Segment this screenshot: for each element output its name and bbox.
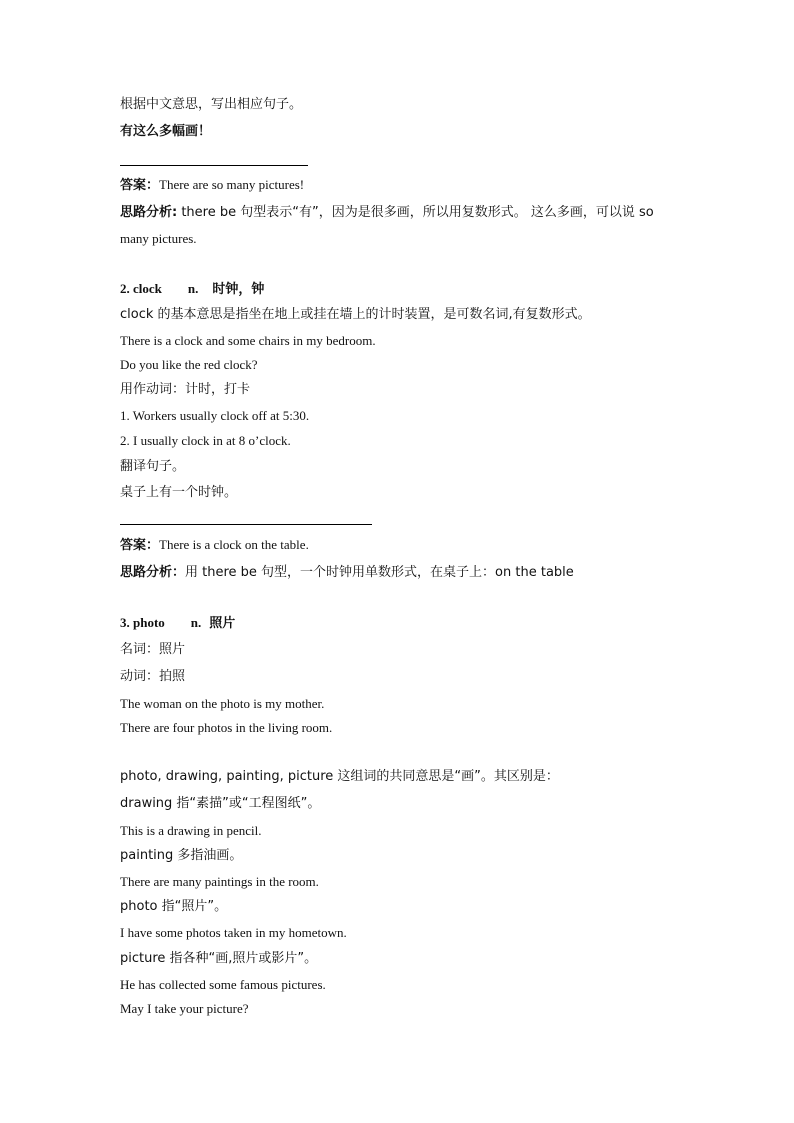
analysis-line — [120, 563, 574, 582]
answer-blank-line — [120, 165, 308, 166]
heading-meaning: 时钟，钟 — [212, 282, 265, 297]
example-sentence: Do you like the red clock? — [120, 357, 258, 372]
heading-pos: n. — [187, 281, 199, 296]
example-sentence: I have some photos taken in my hometown. — [120, 925, 347, 940]
exercise-prompt: 桌子上有一个时钟。 — [120, 485, 238, 500]
word-note: picture 指各种“画,照片或影片”。 — [120, 951, 318, 966]
clock-definition: clock 的基本意思是指坐在地上或挂在墙上的计时装置，是可数名词,有复数形式。 — [120, 307, 591, 322]
example-sentence: May I take your picture? — [120, 1001, 249, 1016]
heading-word: 2. clock — [120, 281, 162, 296]
exercise-instruction: 翻译句子。 — [120, 459, 186, 474]
analysis-continuation: many pictures. — [120, 231, 197, 246]
vocab-heading-clock — [120, 280, 264, 299]
noun-meaning: 名词：照片 — [120, 642, 186, 657]
answer-label: 答案： — [120, 178, 160, 193]
heading-meaning: 照片 — [209, 616, 236, 631]
answer-text: There are so many pictures! — [159, 177, 305, 192]
analysis-label: 思路分析: — [120, 205, 178, 220]
analysis-line — [120, 203, 654, 222]
example-sentence: There are four photos in the living room. — [120, 720, 333, 735]
verb-meaning: 动词：拍照 — [120, 669, 186, 684]
heading-word: 3. photo — [120, 615, 165, 630]
comparison-intro: photo, drawing, painting, picture 这组词的共同意思是“画”。其区别是： — [120, 769, 559, 784]
answer-text: There is a clock on the table. — [159, 537, 309, 552]
example-sentence: There are many paintings in the room. — [120, 874, 319, 889]
analysis-text: there be 句型表示“有”，因为是很多画，所以用复数形式。 这么多画，可以说 so — [177, 205, 654, 220]
example-sentence: 1. Workers usually clock off at 5:30. — [120, 408, 310, 423]
example-sentence: There is a clock and some chairs in my bedroom. — [120, 333, 376, 348]
exercise-instruction: 根据中文意思，写出相应句子。 — [120, 97, 303, 112]
answer-line — [120, 176, 304, 195]
answer-label: 答案： — [120, 538, 160, 553]
example-sentence: This is a drawing in pencil. — [120, 823, 262, 838]
word-note: drawing 指“素描”或“工程图纸”。 — [120, 796, 321, 811]
exercise-prompt: 有这么多幅画！ — [120, 124, 212, 139]
example-sentence: He has collected some famous pictures. — [120, 977, 326, 992]
analysis-label: 思路分析： — [120, 565, 186, 580]
vocab-heading-photo — [120, 614, 235, 633]
word-note: painting 多指油画。 — [120, 848, 243, 863]
example-sentence: 2. I usually clock in at 8 o’clock. — [120, 433, 291, 448]
heading-pos: n. — [190, 615, 202, 630]
analysis-text: 用 there be 句型，一个时钟用单数形式，在桌子上：on the table — [185, 565, 574, 580]
answer-blank-line — [120, 524, 372, 525]
answer-line — [120, 536, 309, 555]
example-sentence: The woman on the photo is my mother. — [120, 696, 325, 711]
word-note: photo 指“照片”。 — [120, 899, 228, 914]
verb-usage-note: 用作动词：计时，打卡 — [120, 382, 251, 397]
